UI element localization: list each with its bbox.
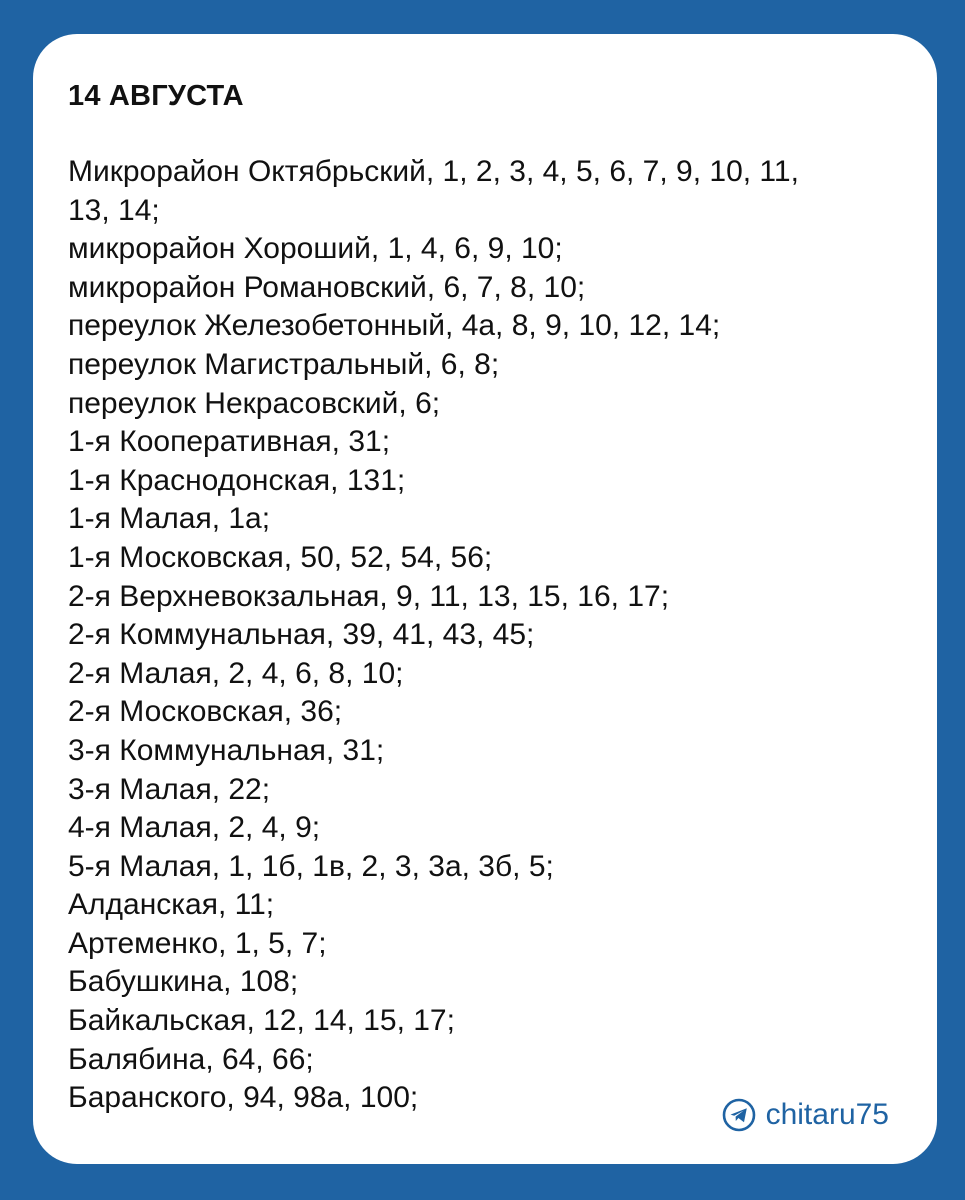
- list-item: переулок Железобетонный, 4а, 8, 9, 10, 12, 14;: [68, 309, 721, 343]
- list-item: Артеменко, 1, 5, 7;: [68, 926, 327, 960]
- list-item: 2-я Малая, 2, 4, 6, 8, 10;: [68, 656, 404, 690]
- address-list: [68, 153, 908, 1118]
- list-item: 2-я Коммунальная, 39, 41, 43, 45;: [68, 618, 535, 652]
- list-item: Микрорайон Октябрьский, 1, 2, 3, 4, 5, 6, 7, 9, 10, 11,: [68, 155, 799, 188]
- list-item: 2-я Московская, 36;: [68, 695, 343, 729]
- list-item: 1-я Краснодонская, 131;: [68, 463, 406, 497]
- list-item: 4-я Малая, 2, 4, 9;: [68, 811, 321, 845]
- list-item: микрорайон Хороший, 1, 4, 6, 9, 10;: [68, 232, 563, 266]
- list-item: Алданская, 11;: [68, 888, 275, 922]
- list-item: Баранского, 94, 98а, 100;: [68, 1081, 419, 1115]
- telegram-icon: [722, 1098, 756, 1132]
- list-item: 3-я Малая, 22;: [68, 772, 271, 806]
- list-item: Балябина, 64, 66;: [68, 1042, 314, 1076]
- list-item: Бабушкина, 108;: [68, 965, 299, 999]
- list-item: 5-я Малая, 1, 1б, 1в, 2, 3, 3а, 3б, 5;: [68, 849, 554, 883]
- list-item: 1-я Малая, 1а;: [68, 502, 271, 536]
- content-card: [33, 34, 937, 1164]
- brand-label: chitaru75: [765, 1098, 889, 1131]
- list-item: 13, 14;: [68, 193, 160, 227]
- list-item: 2-я Верхневокзальная, 9, 11, 13, 15, 16, 17;: [68, 579, 670, 613]
- brand-link[interactable]: [722, 1098, 889, 1132]
- list-item: переулок Некрасовский, 6;: [68, 386, 441, 420]
- list-item: 3-я Коммунальная, 31;: [68, 733, 385, 767]
- list-item: 1-я Кооперативная, 31;: [68, 425, 391, 459]
- list-item: микрорайон Романовский, 6, 7, 8, 10;: [68, 270, 586, 304]
- list-item: 1-я Московская, 50, 52, 54, 56;: [68, 540, 493, 574]
- list-item: переулок Магистральный, 6, 8;: [68, 347, 500, 381]
- list-item: Байкальская, 12, 14, 15, 17;: [68, 1004, 455, 1038]
- page-title: 14 АВГУСТА: [68, 80, 244, 112]
